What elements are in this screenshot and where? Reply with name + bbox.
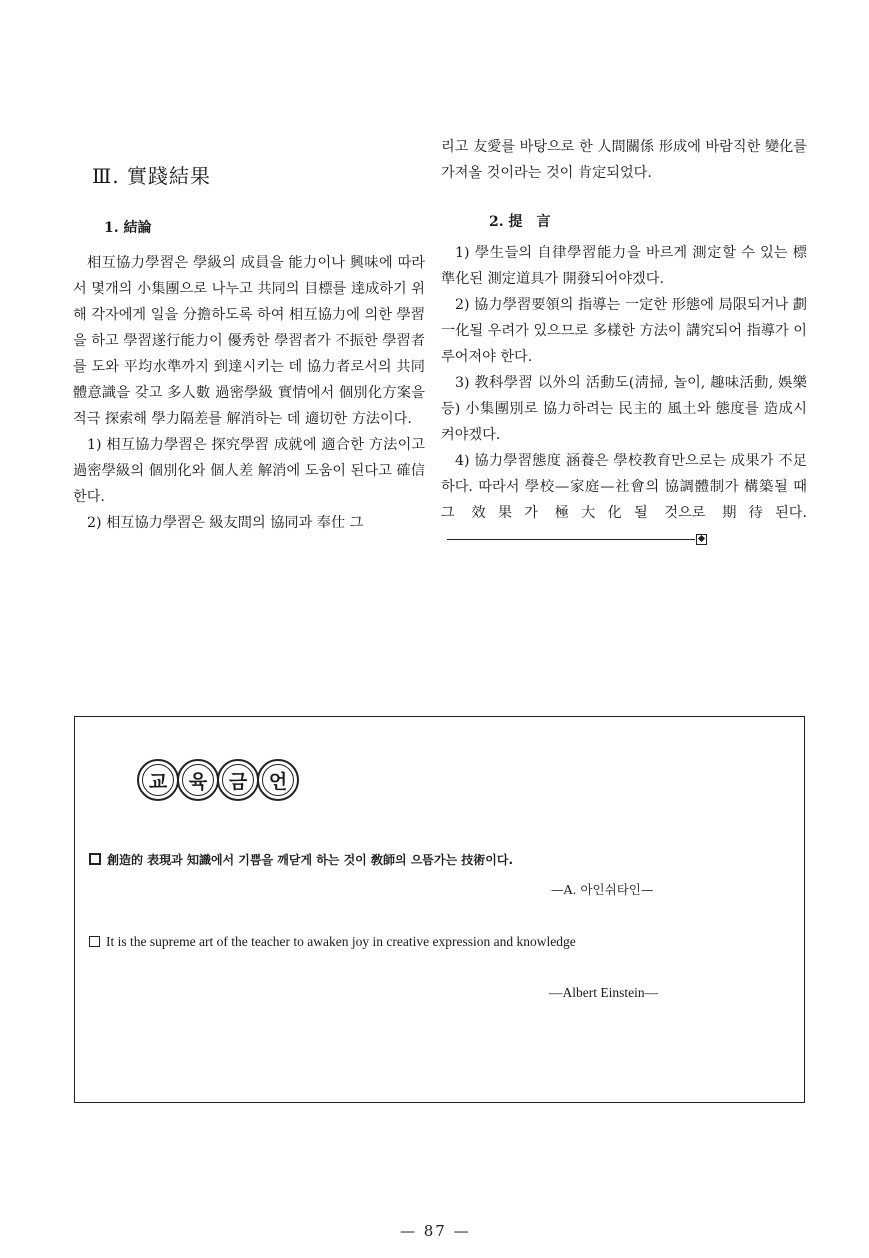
- quote-english: [89, 934, 576, 950]
- conclusion-heading: 1. 結論: [104, 220, 152, 236]
- attribution-english: —Albert Einstein—: [549, 985, 659, 1000]
- conclusion-item-2-end: 리고 友愛를 바탕으로 한 人間關係 形成에 바람직한 變化를 가져올 것이라는 것이 肯定되었다.: [441, 139, 807, 181]
- checkbox-icon: [89, 853, 101, 865]
- quote-english-text: It is the supreme art of the teacher to awaken joy in creative expression and knowledge: [106, 934, 576, 949]
- end-rule: [447, 539, 695, 540]
- attribution-korean: —A. 아인쉬타인—: [551, 882, 654, 897]
- conclusion-item-1: 1) 相互協力學習은 探究學習 成就에 適合한 方法이고 過密學級의 個別化와 個人差 解消에 도움이 된다고 確信한다.: [73, 437, 425, 505]
- education-quote-box: [74, 716, 805, 1103]
- left-column: [73, 250, 425, 536]
- page-number: — 87 —: [400, 1222, 471, 1240]
- right-column: [441, 240, 807, 552]
- suggestion-item-4: [441, 448, 807, 552]
- suggestions-heading: 2. 提 言: [489, 214, 551, 230]
- suggestion-item-3: 3) 教科學習 以外의 活動도(淸掃, 놀이, 趣味活動, 娛樂 등) 小集團別로 協力하려는 民主的 風土와 態度를 造成시켜야겠다.: [441, 375, 807, 443]
- quote-korean-text: 創造的 表現과 知識에서 기쁨을 깨닫게 하는 것이 敎師의 으뜸가는 技術이다.: [107, 853, 514, 867]
- right-column-continuation: [441, 134, 807, 186]
- section-title: Ⅲ. 實踐結果: [92, 164, 212, 188]
- checkbox-icon: [89, 936, 100, 947]
- end-diamond-icon: [696, 534, 707, 545]
- conclusion-item-2-start: 2) 相互協力學習은 級友間의 協同과 奉仕 그: [87, 515, 364, 531]
- suggestion-item-1: 1) 學生들의 自律學習能力을 바르게 測定할 수 있는 標準化된 測定道具가 開發되어야겠다.: [441, 245, 807, 287]
- badge-char-4: 언: [257, 759, 299, 801]
- conclusion-intro: 相互協力學習은 學級의 成員을 能力이나 興味에 따라서 몇개의 小集團으로 나누고 共同의 目標를 達成하기 위해 각자에게 일을 分擔하도록 하여 相互協力에 의한 學習을 하고 學習遂行能力이 優秀한 學習者가 不振한 學習者를 도와 平均水準까지 到達시키는 데 協力者로서의 共同體意識을 갖고 多人數 過密學級 實情에서 個別化方案을 적극 探索해 學力隔差를 解消하는 데 適切한 方法이다.: [73, 255, 425, 427]
- suggestion-item-4-text: 4) 協力學習態度 涵養은 學校教育만으로는 成果가 不足하다. 따라서 學校—家庭—社會의 協調體制가 構築될 때 그 效果가 極大化될 것으로 期待된다.: [441, 453, 807, 521]
- badge-char-2: 육: [177, 759, 219, 801]
- badge-char-3: 금: [217, 759, 259, 801]
- education-motto-badge: [137, 759, 297, 801]
- suggestion-item-2: 2) 協力學習要領의 指導는 一定한 形態에 局限되거나 劃一化될 우려가 있으므로 多樣한 方法이 講究되어 指導가 이루어져야 한다.: [441, 297, 807, 365]
- quote-korean: [89, 851, 513, 868]
- badge-char-1: 교: [137, 759, 179, 801]
